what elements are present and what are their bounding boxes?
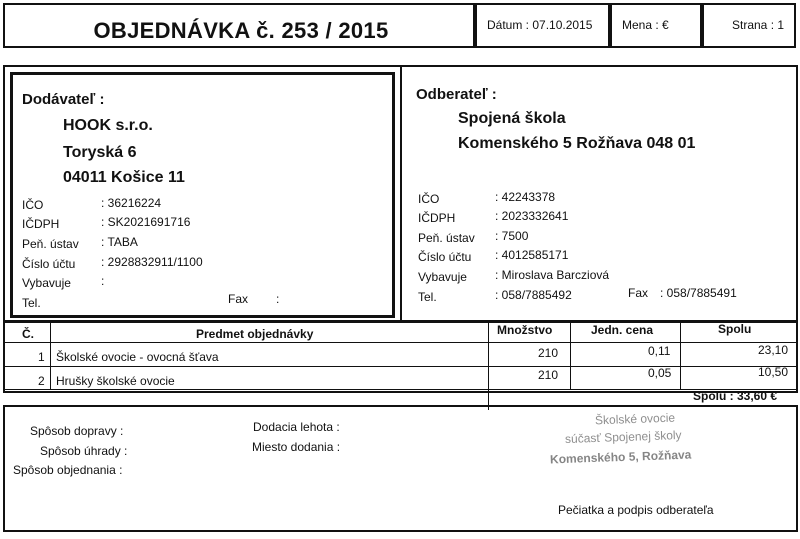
document-title: OBJEDNÁVKA č. 253 / 2015: [93, 18, 389, 43]
supplier-ico-value: : 36216224: [101, 196, 162, 210]
table-col-rule: [50, 320, 51, 390]
supplier-account-value: : 2928832911/1100: [101, 255, 203, 269]
delivery-place-label: Miesto dodania :: [252, 440, 341, 454]
supplier-icdph-label: IČDPH: [22, 217, 60, 231]
col-header-number: Č.: [22, 327, 34, 341]
customer-tel-label: Tel.: [418, 290, 437, 304]
col-header-total: Spolu: [718, 322, 752, 336]
parties-divider: [400, 65, 402, 323]
row-total: 23,10: [758, 343, 789, 357]
customer-bank-value: : 7500: [495, 229, 529, 243]
stamp-line: Komenského 5, Rožňava: [549, 447, 692, 467]
row-price: 0,11: [648, 344, 671, 358]
order-method-label: Spôsob objednania :: [13, 463, 123, 477]
page-box: [702, 3, 796, 48]
payment-label: Spôsob úhrady :: [40, 444, 128, 458]
grand-total: Spolu : 33,60 €: [693, 389, 778, 403]
supplier-heading: Dodávateľ :: [22, 91, 105, 108]
supplier-contact-label: Vybavuje: [22, 276, 71, 290]
stamp-line: Školské ovocie: [594, 410, 676, 428]
stamp-line: súčasť Spojenej školy: [564, 427, 682, 447]
row-qty: 210: [538, 346, 559, 360]
supplier-icdph-value: : SK2021691716: [101, 215, 191, 229]
supplier-street: Toryská 6: [63, 144, 137, 161]
signature-caption: Pečiatka a podpis odberateľa: [558, 503, 714, 517]
page-number: Strana : 1: [732, 18, 785, 32]
table-col-rule: [570, 320, 571, 390]
supplier-city: 04011 Košice 11: [63, 169, 185, 186]
customer-address: Komenského 5 Rožňava 048 01: [458, 135, 696, 152]
col-header-qty: Množstvo: [497, 323, 553, 337]
customer-fax-value: : 058/7885491: [660, 286, 737, 300]
supplier-bank-value: : TABA: [101, 235, 138, 249]
supplier-box: [10, 72, 395, 318]
supplier-contact-value: :: [101, 274, 105, 288]
table-bottom-rule: [3, 389, 798, 390]
table-header-rule: [3, 342, 798, 343]
col-header-item: Predmet objednávky: [196, 327, 314, 341]
supplier-account-label: Číslo účtu: [22, 257, 76, 271]
customer-ico-value: : 42243378: [495, 190, 556, 204]
row-item: Školské ovocie - ovocná šťava: [56, 350, 219, 364]
title-box: [3, 3, 475, 48]
customer-stamp: [545, 412, 775, 482]
customer-fax-label: Fax: [628, 286, 649, 300]
order-date: Dátum : 07.10.2015: [487, 18, 593, 32]
customer-heading: Odberateľ :: [416, 86, 497, 103]
table-row-rule: [3, 366, 798, 367]
row-number: 2: [38, 374, 45, 388]
customer-icdph-label: IČDPH: [418, 211, 456, 225]
currency-box: [610, 3, 702, 48]
customer-bank-label: Peň. ústav: [418, 231, 475, 245]
customer-ico-label: IČO: [418, 192, 440, 206]
customer-contact-label: Vybavuje: [418, 270, 467, 284]
date-box: [475, 3, 610, 48]
row-total: 10,50: [758, 365, 789, 379]
customer-tel-value: : 058/7885492: [495, 288, 572, 302]
supplier-tel-label: Tel.: [22, 296, 41, 310]
supplier-bank-label: Peň. ústav: [22, 237, 79, 251]
delivery-time-label: Dodacia lehota :: [253, 420, 340, 434]
customer-icdph-value: : 2023332641: [495, 209, 569, 223]
supplier-fax-label: Fax: [228, 292, 249, 306]
supplier-fax-value: :: [276, 292, 280, 306]
row-qty: 210: [538, 368, 559, 382]
customer-account-value: : 4012585171: [495, 248, 569, 262]
row-number: 1: [38, 350, 45, 364]
customer-name: Spojená škola: [458, 110, 566, 127]
customer-account-label: Číslo účtu: [418, 250, 472, 264]
table-col-rule: [680, 320, 681, 390]
row-price: 0,05: [648, 366, 672, 380]
order-currency: Mena : €: [622, 18, 669, 32]
supplier-name: HOOK s.r.o.: [63, 117, 153, 134]
row-item: Hrušky školské ovocie: [56, 374, 175, 388]
col-header-price: Jedn. cena: [591, 323, 654, 337]
customer-contact-value: : Miroslava Barcziová: [495, 268, 610, 282]
transport-label: Spôsob dopravy :: [30, 424, 124, 438]
supplier-ico-label: IČO: [22, 198, 44, 212]
table-col-rule: [488, 320, 489, 410]
